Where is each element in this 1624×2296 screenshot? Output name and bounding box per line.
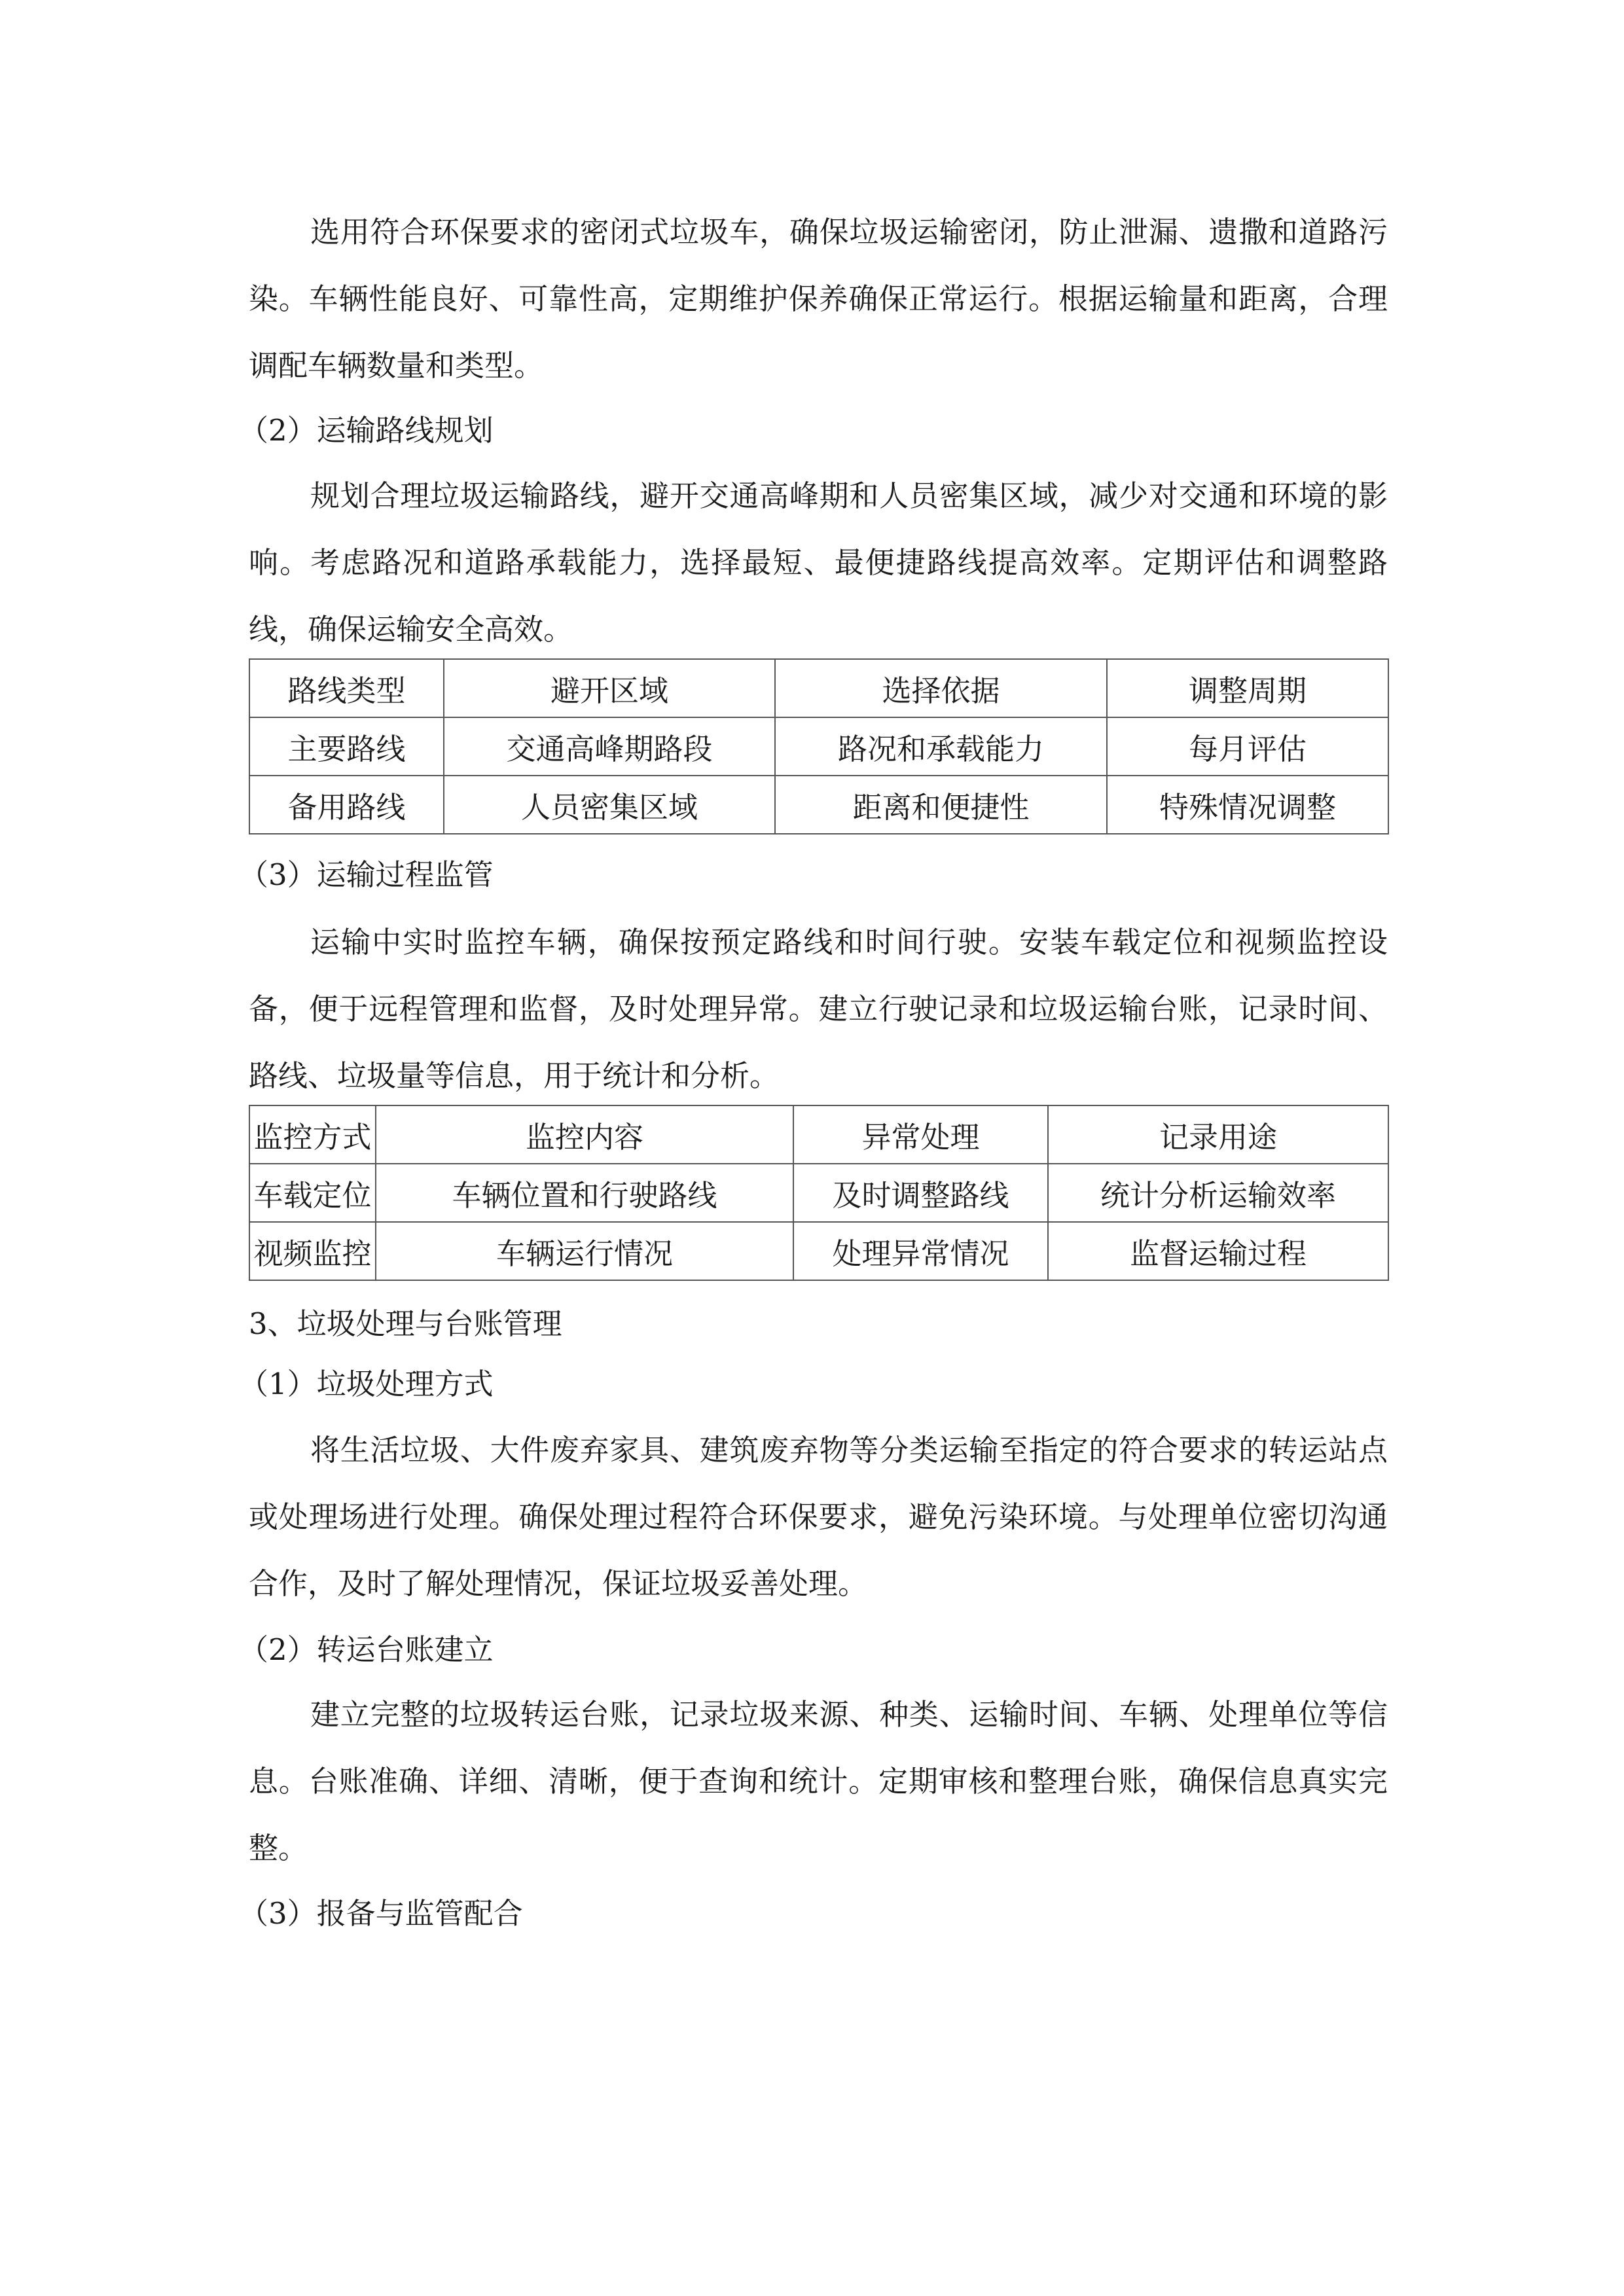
table-header-cell: 路线类型 [249,659,444,717]
table-cell: 主要路线 [249,717,444,776]
table-header-cell: 监控内容 [376,1105,793,1164]
monitor-paragraph: 运输中实时监控车辆，确保按预定路线和时间行驶。安装车载定位和视频监控设备，便于远程管理和监督，及时处理异常。建立行驶记录和垃圾运输台账，记录时间、路线、垃圾量等信息，用于统计和分析。 [249,925,1388,1093]
table-row [249,1222,1388,1280]
table-cell: 统计分析运输效率 [1048,1164,1388,1222]
table-cell: 特殊情况调整 [1107,776,1388,834]
ledger-paragraph: 建立完整的垃圾转运台账，记录垃圾来源、种类、运输时间、车辆、处理单位等信息。台账准确、详细、清晰，便于查询和统计。定期审核和整理台账，确保信息真实完整。 [249,1697,1388,1865]
table-cell: 监督运输过程 [1048,1222,1388,1280]
monitor-table [249,1105,1389,1281]
table-header-cell: 监控方式 [249,1105,376,1164]
table-cell: 处理异常情况 [793,1222,1048,1280]
table-header-cell: 避开区域 [444,659,775,717]
table-header-row [249,1105,1388,1164]
table-row [249,717,1388,776]
method-heading: （1）垃圾处理方式 [239,1367,494,1401]
method-paragraph: 将生活垃圾、大件废弃家具、建筑废弃物等分类运输至指定的符合要求的转运站点或处理场进行处理。确保处理过程符合环保要求，避免污染环境。与处理单位密切沟通合作，及时了解处理情况，保证垃圾妥善处理。 [249,1433,1388,1601]
route-heading: （2）运输路线规划 [239,413,494,448]
section-title: 3、垃圾处理与台账管理 [249,1306,562,1341]
table-cell: 人员密集区域 [444,776,775,834]
table-cell: 备用路线 [249,776,444,834]
table-row [249,776,1388,834]
route-paragraph: 规划合理垃圾运输路线，避开交通高峰期和人员密集区域，减少对交通和环境的影响。考虑路况和道路承载能力，选择最短、最便捷路线提高效率。定期评估和调整路线，确保运输安全高效。 [249,478,1388,647]
table-cell: 车载定位 [249,1164,376,1222]
table-cell: 每月评估 [1107,717,1388,776]
table-header-row [249,659,1388,717]
table-row [249,1164,1388,1222]
route-table [249,658,1389,834]
table-cell: 距离和便捷性 [775,776,1107,834]
table-cell: 视频监控 [249,1222,376,1280]
table-header-cell: 记录用途 [1048,1105,1388,1164]
table-cell: 及时调整路线 [793,1164,1048,1222]
vehicle-paragraph: 选用符合环保要求的密闭式垃圾车，确保垃圾运输密闭，防止泄漏、遗撒和道路污染。车辆性能良好、可靠性高，定期维护保养确保正常运行。根据运输量和距离，合理调配车辆数量和类型。 [249,215,1388,383]
table-cell: 车辆运行情况 [376,1222,793,1280]
table-header-cell: 异常处理 [793,1105,1048,1164]
table-header-cell: 调整周期 [1107,659,1388,717]
monitor-heading: （3）运输过程监管 [239,857,494,892]
ledger-heading: （2）转运台账建立 [239,1632,494,1667]
table-cell: 交通高峰期路段 [444,717,775,776]
report-heading: （3）报备与监管配合 [239,1896,523,1931]
table-header-cell: 选择依据 [775,659,1107,717]
table-cell: 车辆位置和行驶路线 [376,1164,793,1222]
table-cell: 路况和承载能力 [775,717,1107,776]
